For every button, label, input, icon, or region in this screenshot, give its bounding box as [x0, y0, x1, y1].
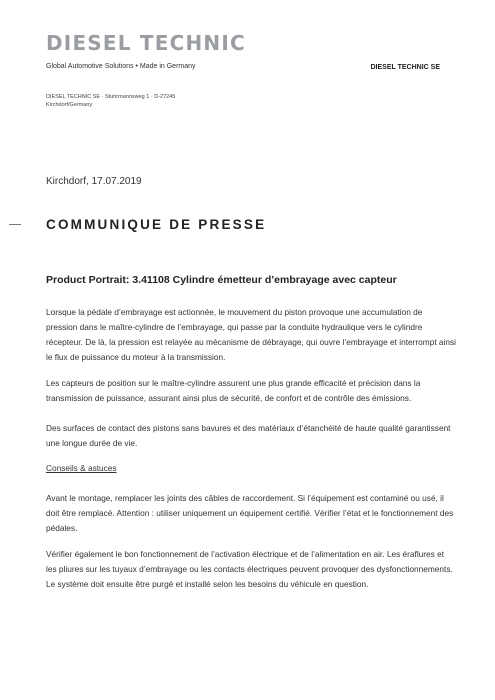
company-logo: DIESEL TECHNIC [46, 31, 246, 55]
fold-mark [9, 224, 21, 225]
body-paragraph: Lorsque la pédale d’embrayage est actionnée, le mouvement du piston provoque une accumulation de pression dans le maître-cylindre de l’embrayage, qui passe par la conduite hydraulique vers le cylindre récepteur. De là, la pression est relayée au mécanisme de débrayage, qui ouvre l’embrayage et interrompt ainsi le flux de puissance du moteur à la transmission. [46, 307, 456, 362]
sender-address [46, 93, 175, 109]
press-headline: Product Portrait: 3.41108 Cylindre émetteur d’embrayage avec capteur [46, 274, 397, 286]
body-paragraph: Les capteurs de position sur le maître-cylindre assurent une plus grande efficacité et précision dans la transmission de puissance, assurant ainsi plus de sécurité, de confort et de contrôle des émissions. [46, 378, 421, 403]
tips-heading: Conseils & astuces [46, 463, 117, 473]
tips-paragraph: Avant le montage, remplacer les joints des câbles de raccordement. Si l’équipement est contaminé ou usé, il doit être remplacé. Attention : utiliser uniquement un équipement certifié. Vérifier l’état et le fonctionnement des pédales. [46, 493, 454, 533]
address-line: Kirchdorf/Germany [46, 102, 93, 108]
company-tagline: Global Automotive Solutions • Made in Germany [46, 63, 196, 70]
document-title: COMMUNIQUE DE PRESSE [46, 217, 267, 232]
document-date: Kirchdorf, 17.07.2019 [46, 176, 142, 187]
address-line: DIESEL TECHNIC SE · Stuhrmannsweg 1 · D-27245 [46, 94, 176, 100]
body-paragraph: Des surfaces de contact des pistons sans bavures et des matériaux d’étanchéité de haute qualité garantissent une longue durée de vie. [46, 423, 451, 448]
tips-paragraph: Vérifier également le bon fonctionnement de l’activation électrique et de l’alimentation en air. Les éraflures et les pliures sur les tuyaux d’embrayage ou les contacts électriques peuvent provoquer des dysfonctionnements. Le système doit ensuite être purgé et installé selon les besoins du véhicule en question. [46, 549, 453, 589]
company-name: DIESEL TECHNIC SE [370, 64, 440, 71]
